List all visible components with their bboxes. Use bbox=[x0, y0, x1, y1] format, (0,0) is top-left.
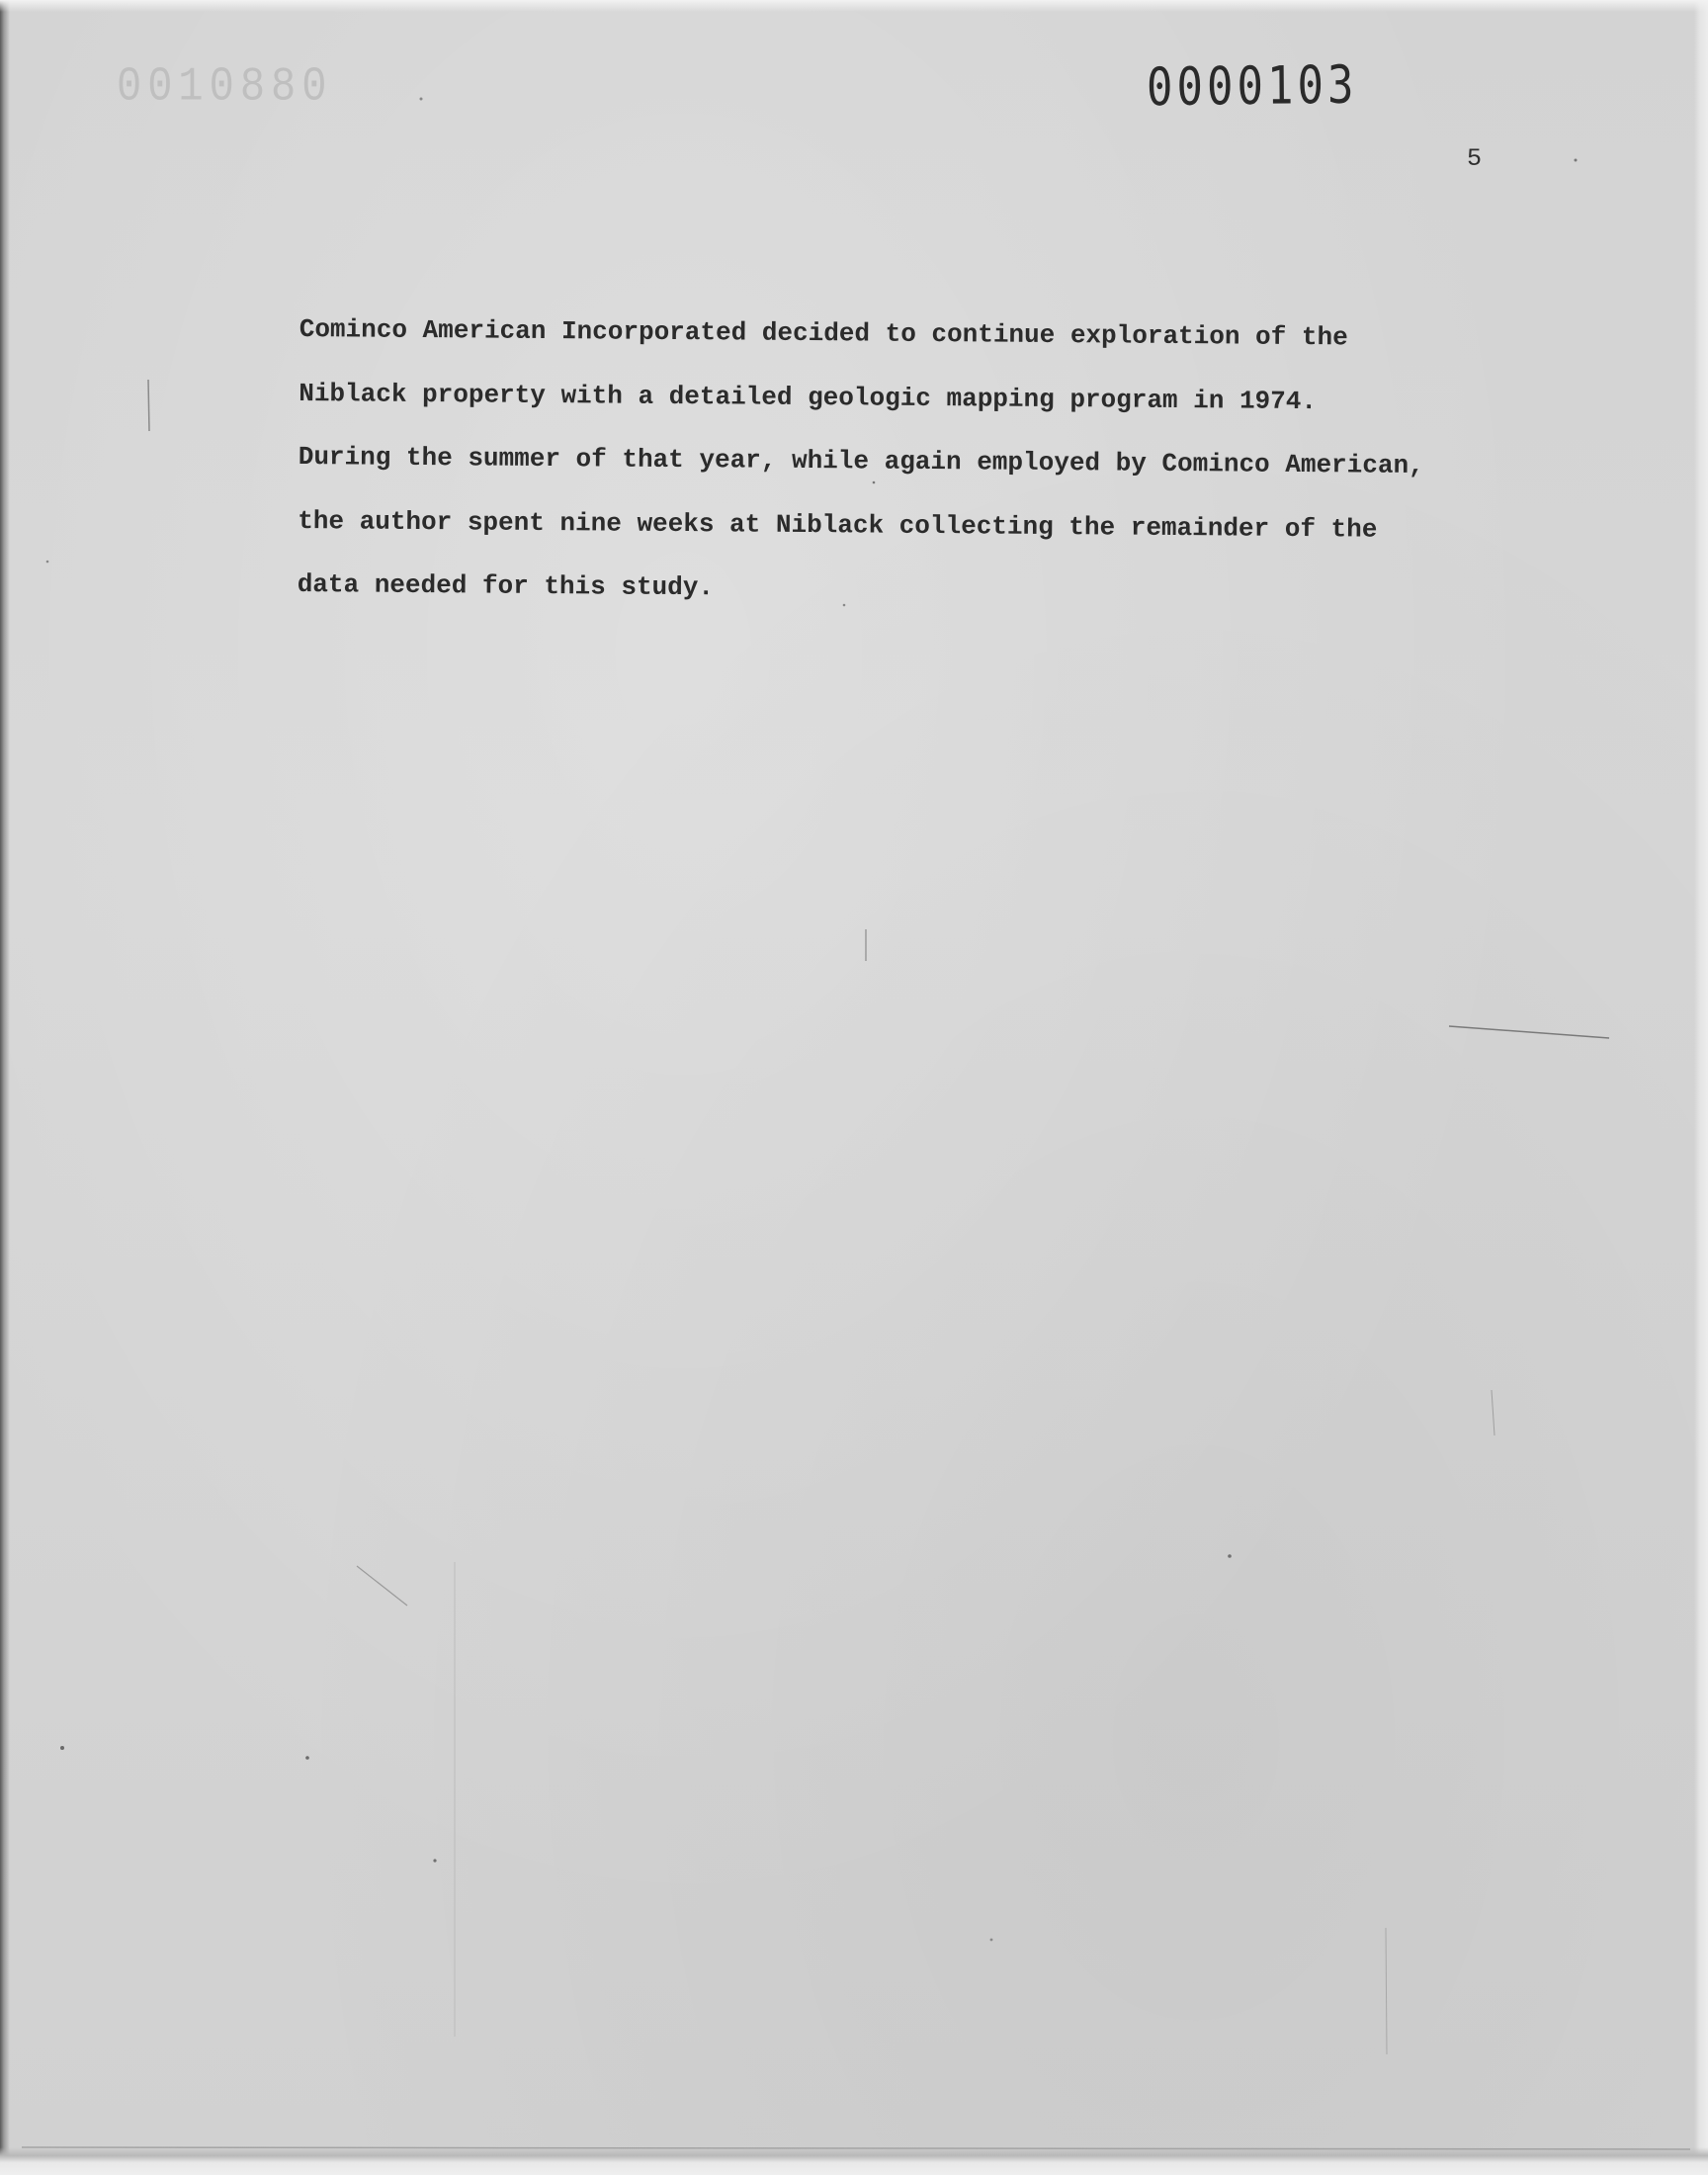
body-line: During the summer of that year, while again employed by Cominco American, bbox=[298, 441, 1424, 480]
page-number: 5 bbox=[1467, 144, 1483, 173]
document-number-stamp: 0000103 bbox=[1146, 54, 1358, 119]
faded-stamp-number: 0010880 bbox=[117, 59, 333, 115]
body-line: data needed for this study. bbox=[297, 568, 715, 603]
body-paragraph bbox=[297, 302, 1544, 630]
body-line: Cominco American Incorporated decided to continue exploration of the bbox=[299, 313, 1348, 353]
body-line: the author spent nine weeks at Niblack collecting the remainder of the bbox=[298, 505, 1378, 545]
body-line: Niblack property with a detailed geologic mapping program in 1974. bbox=[299, 378, 1318, 416]
